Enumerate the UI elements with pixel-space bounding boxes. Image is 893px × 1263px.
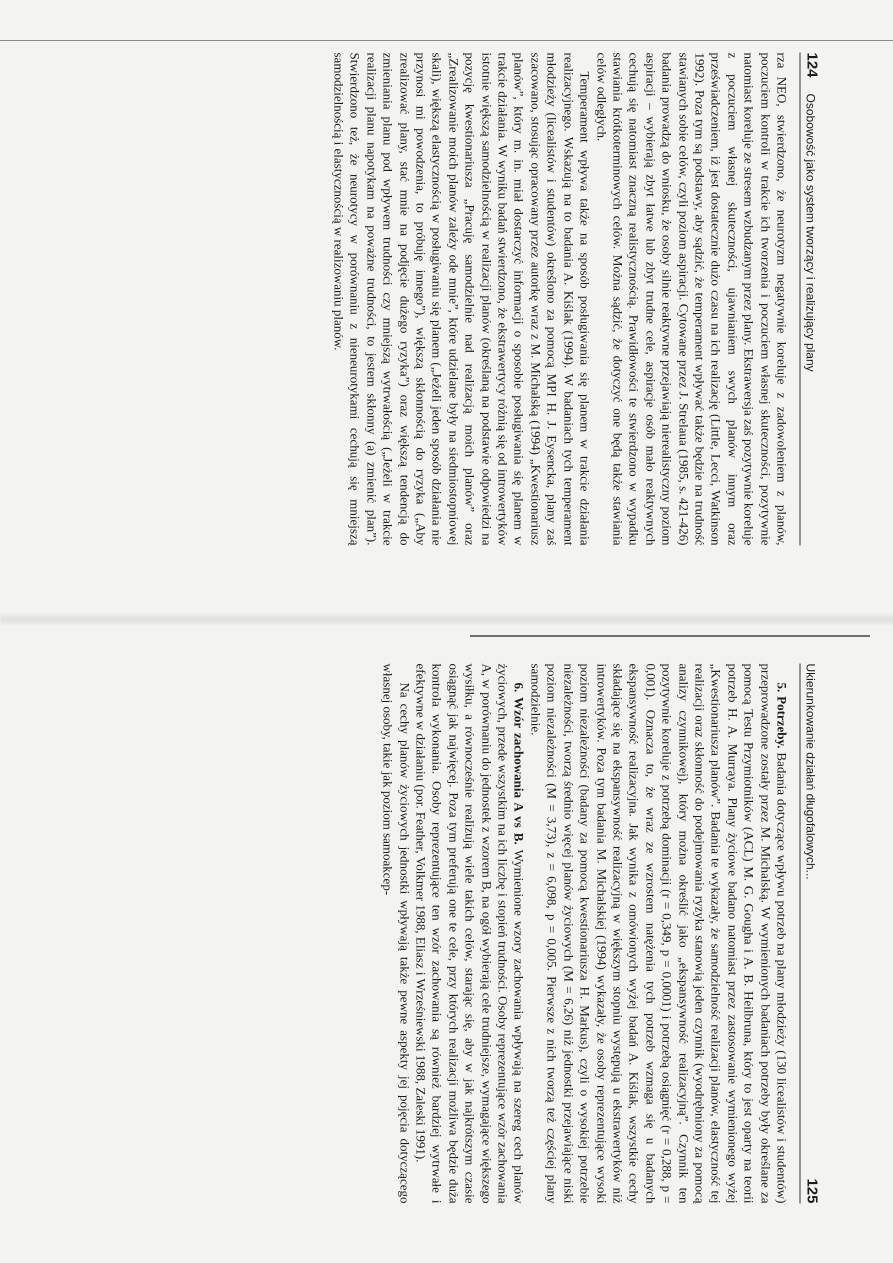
- running-head-title-left: Osobowość jako system tworzący i realizujący plany: [803, 93, 817, 372]
- header-rule-right: [799, 663, 800, 1203]
- left-page: [0, 0, 893, 615]
- left-page-body: [330, 52, 789, 545]
- left-running-head: [803, 52, 829, 545]
- right-page-body: [379, 663, 789, 1203]
- paragraph: Temperament wpływa także na sposób posługiwania się planem w trakcie działania realizacyjnego. Wskazują na to badania A. Kiślak (1994). W badaniach tych temperament młodzieży (licealistów i studentów) określono za pomocą MPI H. J. Eysencka, plany zaś szacowano, stosując opracowany przez autorkę wraz z M. Michalską (1994) „Kwestionariusz planów”, który m. in. miał dostarczyć informacji o sposobie posługiwania się planem w trakcie działania. W wyniku badań stwierdzono, że ekstrawertycy różnią się od introwertyków istotnie większą samodzielnością w realizacji planów (określaną na podstawie odpowiedzi na pozycję kwestionariusza „Pracuję samodzielnie nad realizacją moich planów” oraz „Zrealizowanie moich planów zależy ode mnie”, które udzielane były na siedmiostopniowej skali), większą elastycznością w posługiwaniu się planem („Jeżeli jeden sposób działania nie przynosi mi powodzenia, to próbuję innego”), większą skłonnością do ryzyka („Aby zrealizować plany, stać mnie na podjęcie dużego ryzyka”) oraz większą tendencją do zmieniania planu pod wpływem trudności czy mniejszą wytrwałością („Jeżeli w trakcie realizacji planu napotykam na poważne trudności, to jestem skłonny (a) zmienić plan”). Stwierdzono też, że neurotycy w porównaniu z nieneurotykami cechują się mniejszą samodzielnością i elastycznością w realizowaniu planów.: [331, 52, 593, 545]
- paragraph-section-5: [527, 663, 790, 1203]
- page-number-left: 124: [803, 52, 820, 78]
- section-text: Wymienione wzory zachowania wpływają na szereg cech planów życiowych, przede wszystkim na ich liczbę i stopień trudności. Osoby reprezentujące wzór zachowania A, w porównaniu do jednostek z wzorem B, na ogół wybierają cele trudniejsze, wymagające większego wysiłku, a równocześnie realizują wiele takich celów, starając się, aby w jak najkrótszym czasie osiągnąć jak najwięcej. Poza tym preferują one te cele, przy których realizacji możliwa będzie duża kontrola wykonania. Osoby reprezentujące ten wzór zachowania są również bardziej wytrwałe i efektywne w działaniu (por. Feather, Volkmer 1988, Eliasz i Wrześniewski 1988, Zaleski 1991).: [413, 663, 527, 1203]
- paragraph: rza NEO, stwierdzono, że neurotyzm negatywnie koreluje z zadowoleniem z planów, poczuciem kontroli w trakcie ich tworzenia i poczuciem własnej skuteczności, pozytywnie natomiast koreluje ze stresem wzbudzanym przez plany. Ekstrawersja zaś pozytywnie koreluje z poczuciem własnej skuteczności, ujawnianiem swych planów innym oraz przeświadczeniem, iż jest dostatecznie dużo czasu na ich realizację (Little, Lecci, Watkinson 1992). Poza tym są podstawy, aby sądzić, że temperament wpływać także będzie na trudność stawianych sobie celów, czyli poziom aspiracji. Cytowane przez J. Strelaua (1985, s. 421-426) badania prowadzą do wniosku, że osoby silnie reaktywne przejawiają nierealistyczny poziom aspiracji – wybierają zbyt łatwe lub zbyt trudne cele, aspiracje osób mało reaktywnych cechują się natomiast znaczną realistycznością. Prawidłowości te stwierdzono w wypadku stawiania krótkoterminowych celów. Można sądzić, że dotyczyć one będą także stawiania celów odległych.: [593, 52, 789, 545]
- paragraph: Na cechy planów życiowych jednostki wpływają także pewne aspekty jej pojęcia dotyczącego własnej osoby, takie jak poziom samoakcep-: [380, 663, 412, 1203]
- right-running-head: [803, 663, 829, 1203]
- section-text: Badania dotyczące wpływu potrzeb na plany młodzieży (130 licealistów i studentów) przeprowadzone zostały przez M. Michalską. W wymienionych badaniach potrzeby były określane za pomocą Testu Przymiotników (ACL) M. G. Gougha i A. B. Heilbruna, który to jest oparty na teorii potrzeb H. A. Murraya. Plany życiowe badano natomiast przez zastosowanie wymienionego wyżej „Kwestionariusza planów”. Badania te wykazały, że samodzielność realizacji planów, elastyczność tej realizacji oraz skłonność do podejmowania ryzyka stanowią jeden czynnik (wyodrębniony za pomocą analizy czynnikowej), który można określić jako „ekspansywność realizacyjną”. Czynnik ten pozytywnie koreluje z potrzebą dominacji (r = 0,349, p = 0,0001) i potrzebą osiągnięć (r = 0,288, p = 0,001). Oznacza to, że wraz ze wzrostem natężenia tych potrzeb wzmaga się u badanych ekspansywność realizacyjna. Jak wynika z omówionych wyżej badań A. Kiślak, wszystkie cechy składające się na ekspansywność realizacyjną w większym stopniu występują u ekstrawertyków niż introwertyków. Poza tym badania M. Michalskiej (1994) wykazały, że osoby reprezentujące wysoki poziom niezależności (badany za pomocą kwestionariusza H. Markus), czyli o wysokiej potrzebie niezależności, tworzą średnio więcej planów życiowych (M = 6,26) niż jednostki przejawiające niski poziom niezależności (M = 3,73), z = 6,098, p = 0,005. Pierwsze z nich tworzą też częściej plany samodzielnie.: [527, 663, 789, 1204]
- section-heading: 5. Potrzeby.: [774, 682, 789, 748]
- paragraph-section-6: [412, 663, 527, 1203]
- page-number-right: 125: [803, 1177, 820, 1203]
- header-rule-left: [799, 52, 800, 545]
- running-head-title-right: Ukierunkowanie działań długofalowych...: [803, 663, 817, 880]
- section-heading: 6. Wzór zachowania A vs B.: [511, 682, 527, 845]
- right-page: [0, 623, 893, 1263]
